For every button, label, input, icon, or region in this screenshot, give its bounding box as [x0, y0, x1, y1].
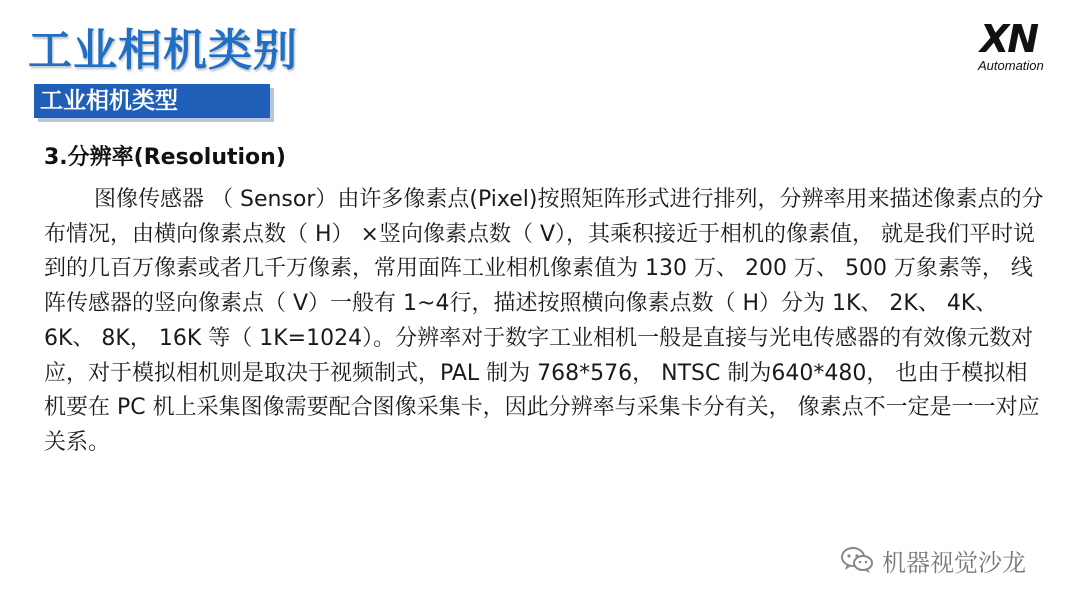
wechat-icon	[840, 545, 874, 575]
body-paragraph: 图像传感器 （ Sensor）由许多像素点(Pixel)按照矩阵形式进行排列，分辨率用来描述像素点的分布情况，由横向像素点数（ H） ×竖向像素点数（ V），其乘积接近于相机的像素值， 就是我们平时说到的几百万像素或者几千万像素，常用面阵工业相机像素值为 130 万、 200 万、 500 万象素等， 线阵传感器的竖向像素点（ V）一般有 1~4行，描述按照横向像素点数（ H）分为 1K、 2K、 4K、 6K、 8K， 16K 等（ 1K=1024）。分辨率对于数字工业相机一般是直接与光电传感器的有效像元数对应，对于模拟相机则是取决于视频制式，PAL 制为 768*576， NTSC 制为640*480， 也由于模拟相机要在 PC 机上采集图像需要配合图像采集卡，因此分辨率与采集卡分有关， 像素点不一定是一一对应关系。	[44, 187, 1044, 455]
section-label-bar	[34, 84, 270, 118]
watermark-text: 机器视觉沙龙	[882, 548, 1026, 577]
brand-logo	[976, 18, 1066, 76]
watermark	[840, 542, 1026, 578]
logo-mark: XN	[980, 17, 1038, 61]
section-label: 工业相机类型	[40, 88, 178, 114]
subheading: 3.分辨率(Resolution)	[44, 145, 286, 170]
logo-subtitle: Automation	[978, 58, 1044, 73]
page-title: 工业相机类别	[28, 25, 298, 76]
